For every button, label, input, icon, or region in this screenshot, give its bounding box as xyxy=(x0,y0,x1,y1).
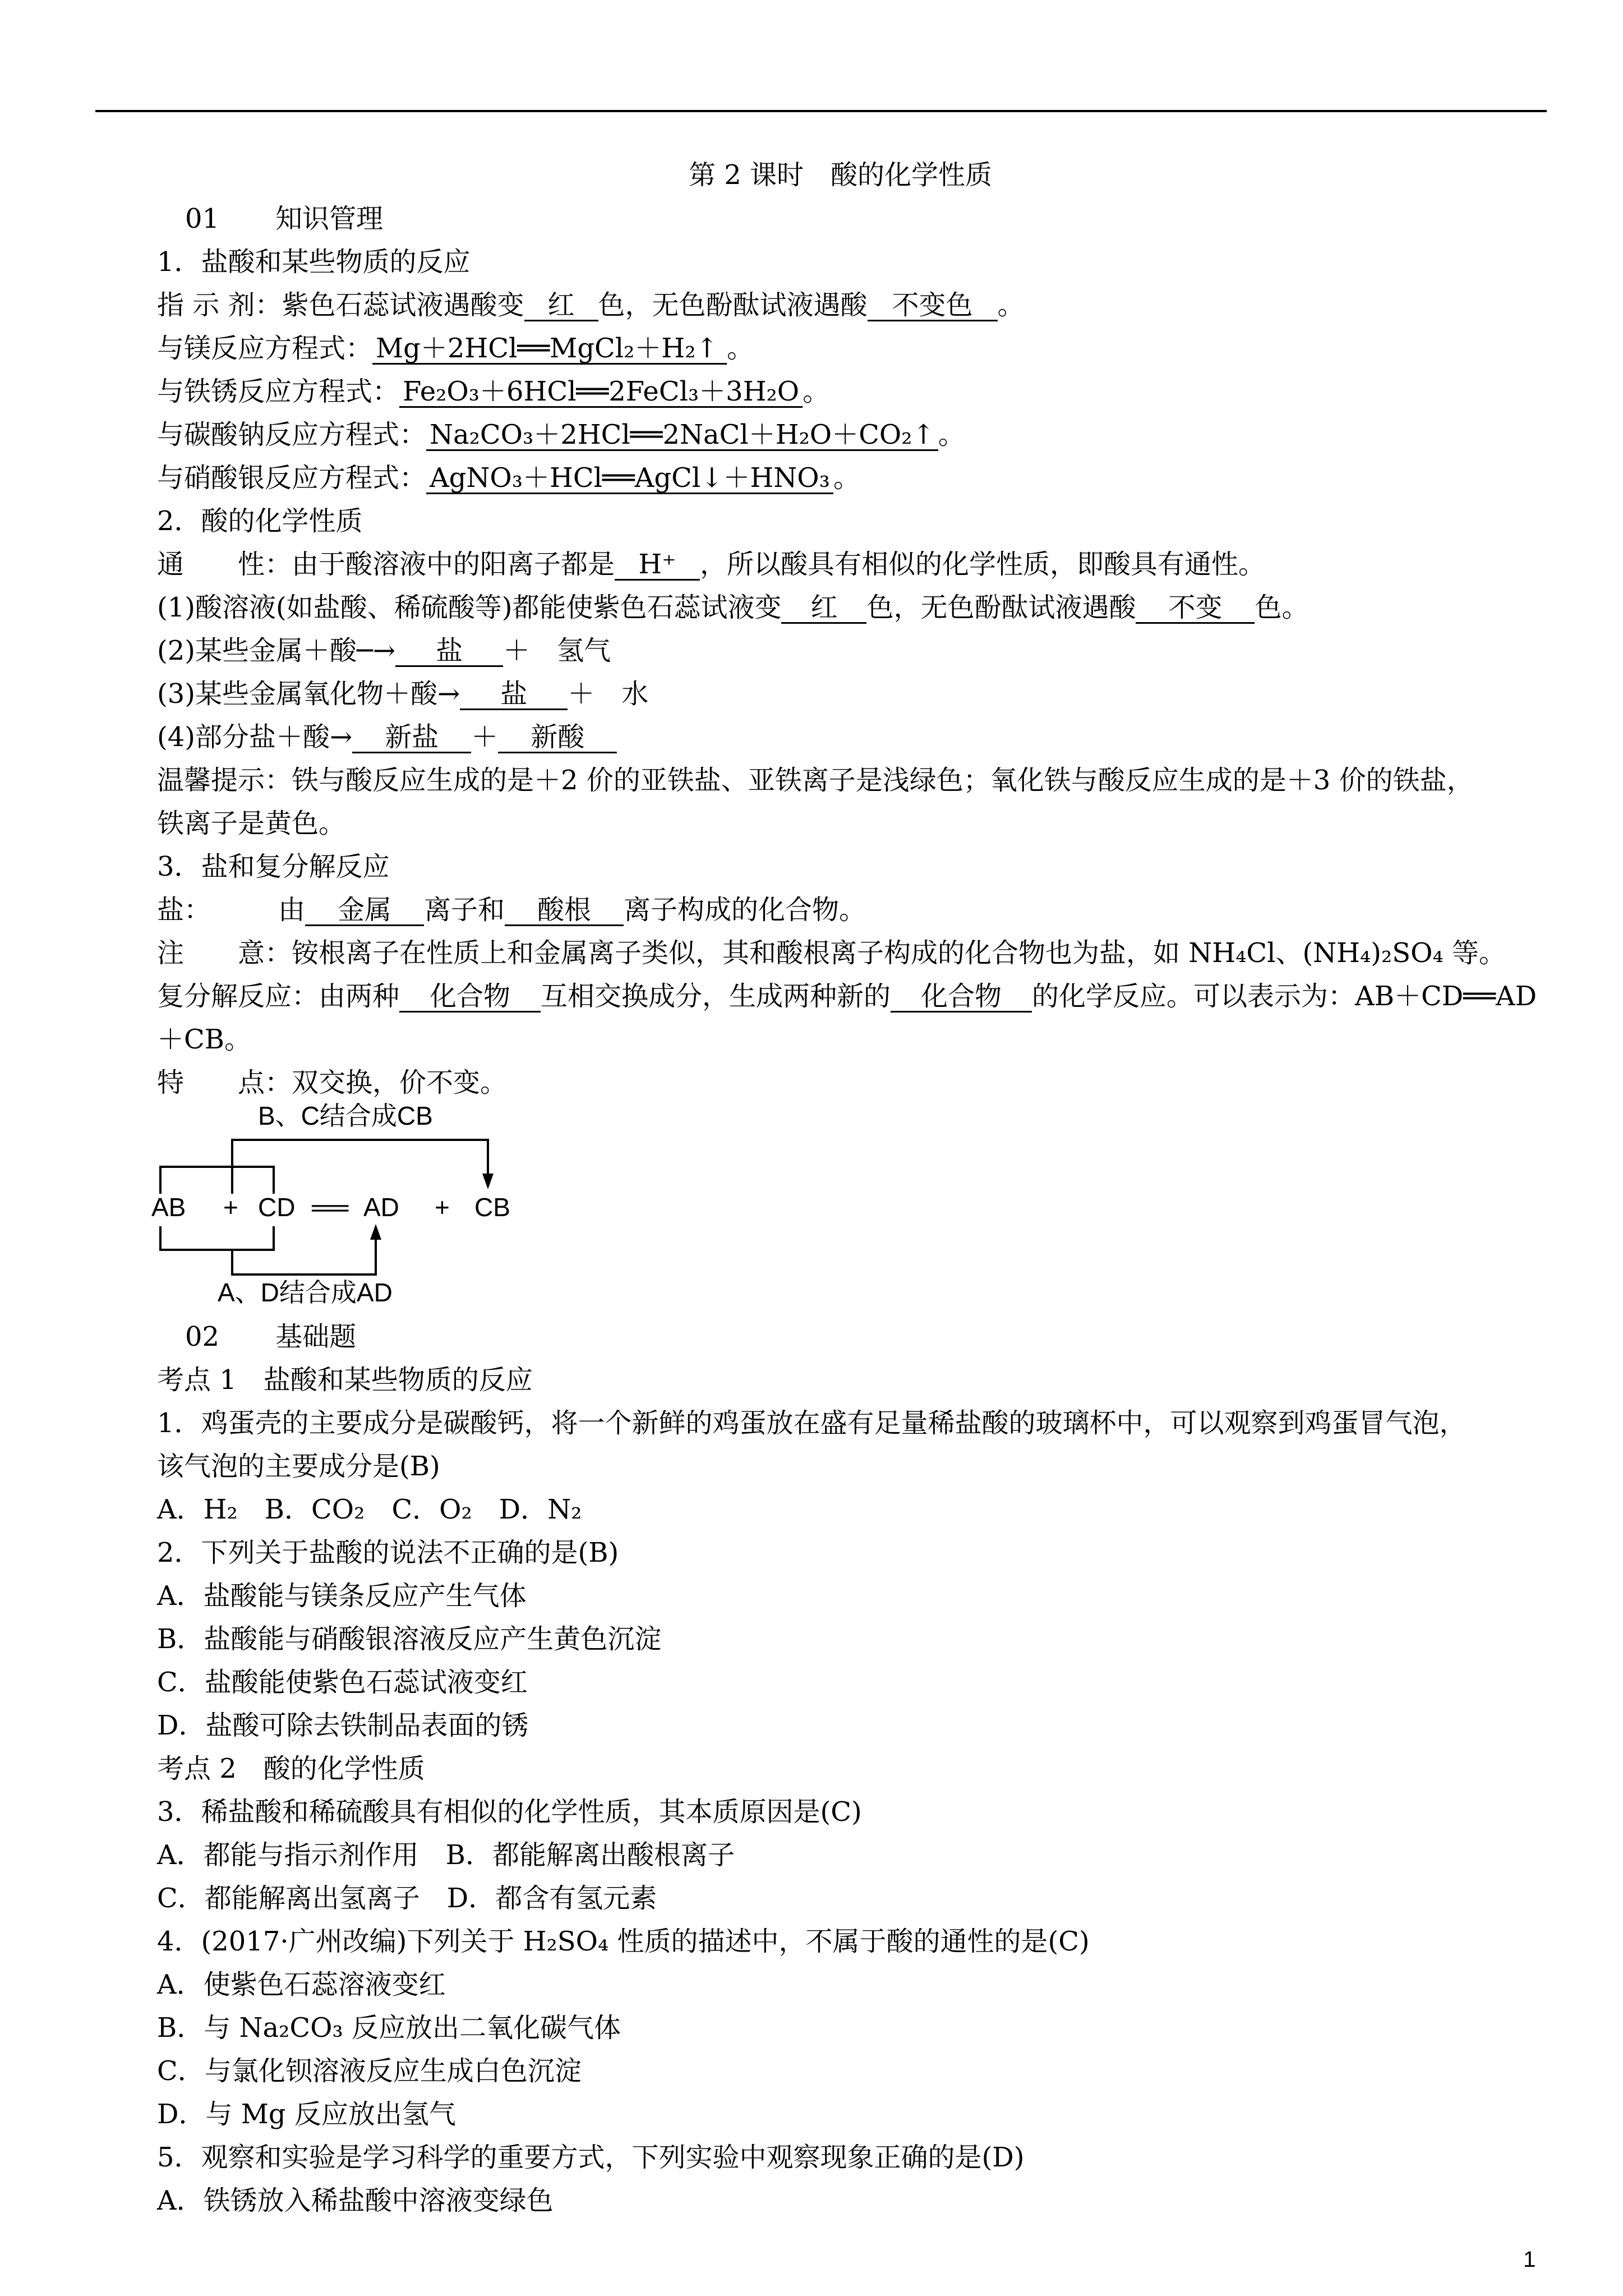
blank-answer: 红 xyxy=(781,593,866,624)
tip-line-1: 温馨提示：铁与酸反应生成的是＋2 价的亚铁盐、亚铁离子是浅绿色；氧化铁与酸反应生成的是＋3 价的铁盐， xyxy=(157,765,1474,796)
section-number: 01 xyxy=(185,203,220,234)
ag-equation-line: 与硝酸银反应方程式： AgNO₃＋HCl══AgCl↓＋HNO₃ 。 xyxy=(157,462,860,494)
rust-equation-line: 与铁锈反应方程式： Fe₂O₃＋6HCl══2FeCl₃＋3H₂O 。 xyxy=(157,376,830,407)
salt-line: 盐： 由 金属 离子和 酸根 离子构成的化合物。 xyxy=(157,894,866,926)
question-5: 5．观察和实验是学习科学的重要方式，下列实验中观察现象正确的是(D) xyxy=(157,2142,1025,2173)
question-1-line-2: 该气泡的主要成分是(B) xyxy=(157,1451,440,1482)
question-4-option-d: D．与 Mg 反应放出氢气 xyxy=(157,2099,456,2130)
section-heading-basic xyxy=(185,1320,356,1354)
question-3: 3．稀盐酸和稀硫酸具有相似的化学性质，其本质原因是(C) xyxy=(157,1796,862,1828)
page-title: 第 2 课时 酸的化学性质 xyxy=(689,159,993,191)
tip-line-2: 铁离子是黄色。 xyxy=(157,808,346,839)
property-3-line: (3)某些金属氧化物＋酸→ 盐 ＋ 水 xyxy=(157,678,649,710)
diagram-cb: CB xyxy=(474,1193,510,1222)
blank-answer: 红 xyxy=(524,291,598,321)
question-2: 2．下列关于盐酸的说法不正确的是(B) xyxy=(157,1537,619,1568)
diagram-ad: AD xyxy=(363,1193,399,1222)
diagram-top-label: B、C结合成CB xyxy=(258,1101,433,1130)
diagram-bottom-bracket xyxy=(160,1226,274,1250)
blank-answer: 金属 xyxy=(305,895,424,926)
section-number: 02 xyxy=(185,1321,220,1352)
property-2-line: (2)某些金属＋酸─→ 盐 ＋ 氢气 xyxy=(157,635,611,666)
diagram-plus-2: + xyxy=(435,1193,450,1222)
question-2-option-d: D．盐酸可除去铁制品表面的锈 xyxy=(157,1710,529,1741)
diagram-arrowhead xyxy=(370,1224,381,1240)
page-number: 1 xyxy=(1523,2247,1536,2272)
indicator-line: 指 示 剂：紫色石蕊试液遇酸变 红 色，无色酚酞试液遇酸 不变色 。 xyxy=(157,289,1025,321)
question-2-option-c: C．盐酸能使紫色石蕊试液变红 xyxy=(157,1667,528,1698)
equation-answer: Na₂CO₃＋2HCl══2NaCl＋H₂O＋CO₂↑ xyxy=(426,420,938,451)
blank-answer: 不变 xyxy=(1136,593,1255,624)
question-4: 4．(2017·广州改编)下列关于 H₂SO₄ 性质的描述中，不属于酸的通性的是(C) xyxy=(157,1926,1090,1957)
blank-answer: 酸根 xyxy=(505,895,624,926)
diagram-cd: CD xyxy=(258,1193,296,1222)
blank-answer: 新酸 xyxy=(498,723,617,753)
equation-answer: Mg＋2HCl══MgCl₂＋H₂↑ xyxy=(372,334,727,365)
question-3-options-ab: A．都能与指示剂作用 B．都能解离出酸根离子 xyxy=(157,1839,735,1871)
blank-answer: 盐 xyxy=(460,679,568,710)
blank-answer: 不变色 xyxy=(868,291,998,321)
section-heading-knowledge xyxy=(185,202,383,236)
key-point-1: 考点 1 盐酸和某些物质的反应 xyxy=(157,1364,533,1396)
diagram-top-bracket xyxy=(160,1167,274,1194)
blank-answer: 新盐 xyxy=(352,723,471,753)
property-1-line: (1)酸溶液(如盐酸、稀硫酸等)都能使紫色石蕊试液变 红 色，无色酚酞试液遇酸 不变 色。 xyxy=(157,592,1309,623)
na-equation-line: 与碳酸钠反应方程式： Na₂CO₃＋2HCl══2NaCl＋H₂O＋CO₂↑ 。 xyxy=(157,419,965,450)
header-rule xyxy=(95,110,1547,112)
diagram-equals: ══ xyxy=(312,1193,349,1222)
note-line: 注 意：铵根离子在性质上和金属离子类似，其和酸根离子构成的化合物也为盐，如 NH₄Cl、(NH₄)₂SO₄ 等。 xyxy=(157,937,1506,969)
diagram-bottom-label: A、D结合成AD xyxy=(218,1278,393,1307)
equation-answer: AgNO₃＋HCl══AgCl↓＋HNO₃ xyxy=(426,463,833,494)
diagram-arrowhead xyxy=(482,1174,494,1189)
mg-equation-line: 与镁反应方程式： Mg＋2HCl══MgCl₂＋H₂↑ 。 xyxy=(157,333,754,364)
key-point-2: 考点 2 酸的化学性质 xyxy=(157,1753,425,1784)
question-4-option-b: B．与 Na₂CO₃ 反应放出二氧化碳气体 xyxy=(157,2012,621,2044)
equation-answer: Fe₂O₃＋6HCl══2FeCl₃＋3H₂O xyxy=(399,377,803,408)
blank-answer: 化合物 xyxy=(399,982,541,1013)
section-label: 知识管理 xyxy=(275,203,384,234)
question-1-line-1: 1．鸡蛋壳的主要成分是碳酸钙，将一个新鲜的鸡蛋放在盛有足量稀盐酸的玻璃杯中，可以观察到鸡蛋冒气泡， xyxy=(157,1407,1467,1439)
blank-answer: H⁺ xyxy=(615,550,700,581)
feature-line: 特 点：双交换，价不变。 xyxy=(157,1067,508,1098)
common-property-line: 通 性：由于酸溶液中的阳离子都是 H⁺ ，所以酸具有相似的化学性质，即酸具有通性。 xyxy=(157,549,1266,580)
question-4-option-a: A．使紫色石蕊溶液变红 xyxy=(157,1969,446,2000)
question-5-option-a: A．铁锈放入稀盐酸中溶液变绿色 xyxy=(157,2185,554,2216)
subheading-2: 2．酸的化学性质 xyxy=(157,505,363,537)
diagram-plus-1: + xyxy=(223,1193,238,1222)
subheading-1: 1．盐酸和某些物质的反应 xyxy=(157,246,471,278)
question-2-option-b: B．盐酸能与硝酸银溶液反应产生黄色沉淀 xyxy=(157,1623,662,1655)
property-4-line: (4)部分盐＋酸→ 新盐 ＋ 新酸 xyxy=(157,720,617,754)
double-decomposition-line: 复分解反应：由两种 化合物 互相交换成分，生成两种新的 化合物 的化学反应。可以表示为：AB＋CD══AD xyxy=(157,981,1537,1012)
diagram-bottom-arrow xyxy=(232,1235,376,1274)
question-2-option-a: A．盐酸能与镁条反应产生气体 xyxy=(157,1580,527,1612)
exchange-diagram xyxy=(151,1094,578,1313)
subheading-3: 3．盐和复分解反应 xyxy=(157,851,390,882)
question-1-options: A．H₂ B．CO₂ C．O₂ D．N₂ xyxy=(157,1494,582,1525)
question-3-options-cd: C．都能解离出氢离子 D．都含有氢元素 xyxy=(157,1883,657,1914)
diagram-ab: AB xyxy=(151,1193,186,1222)
blank-answer: 化合物 xyxy=(891,982,1032,1013)
section-label: 基础题 xyxy=(275,1321,357,1352)
blank-answer: 盐 xyxy=(395,636,503,667)
double-decomposition-line-2: ＋CB。 xyxy=(157,1024,252,1055)
question-4-option-c: C．与氯化钡溶液反应生成白色沉淀 xyxy=(157,2055,582,2087)
